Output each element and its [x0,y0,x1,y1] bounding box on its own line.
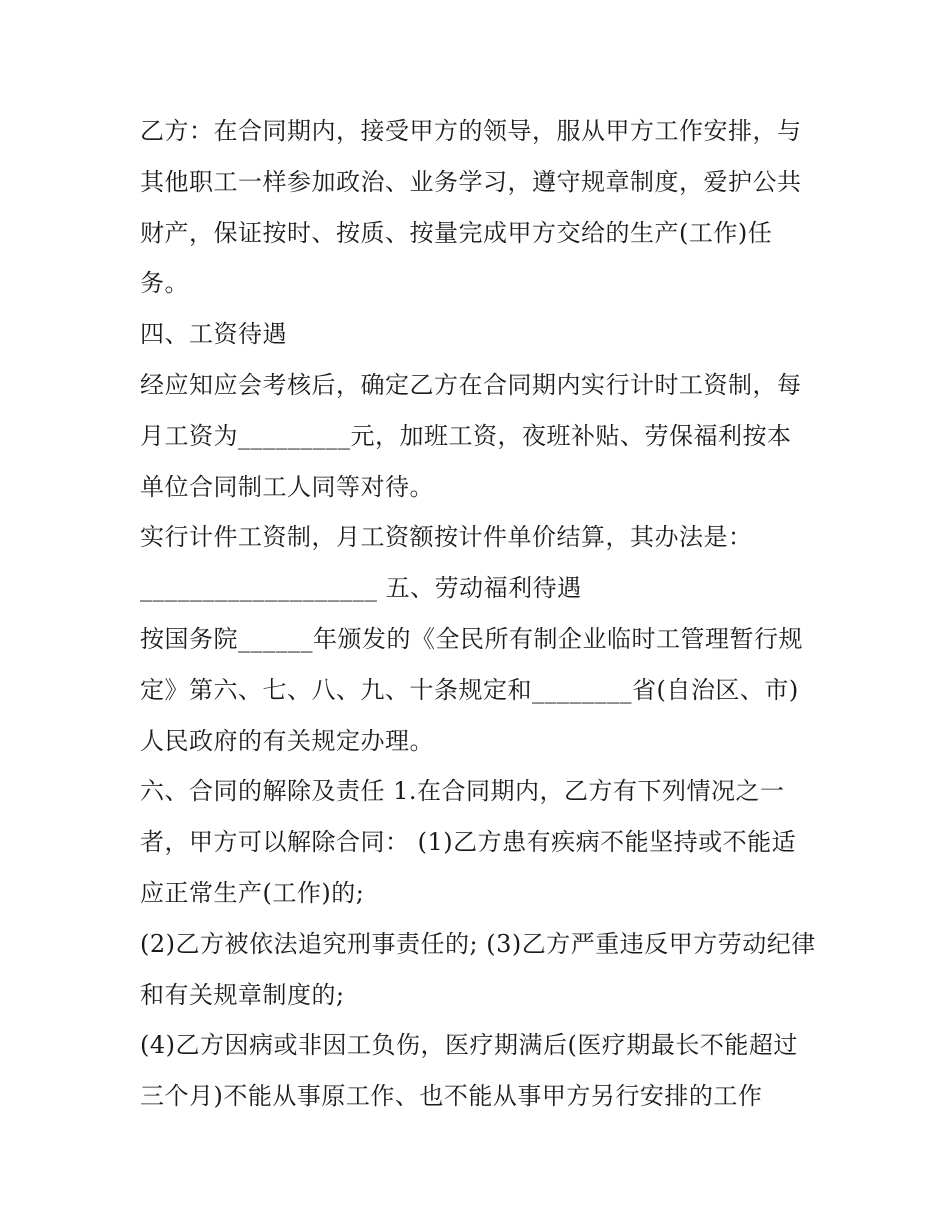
text-line: 乙方：在合同期内，接受甲方的领导，服从甲方工作安排，与 [140,117,802,145]
text-line: 人民政府的有关规定办理。 [140,726,434,755]
text-line: 务。 [140,269,189,298]
text-line: 者，甲方可以解除合同： (1)乙方患有疾病不能坚持或不能适 [140,828,797,857]
text-line: 定》第六、七、八、九、十条规定和________省(自治区、市) [140,675,799,704]
text-line: (4)乙方因病或非因工负伤，医疗期满后(医疗期最长不能超过 [140,1031,798,1060]
section-heading-wages: 四、工资待遇 [140,320,287,349]
text-line: 月工资为_________元，加班工资，夜班补贴、劳保福利按本 [140,421,792,450]
text-line: 按国务院______年颁发的《全民所有制企业临时工管理暂行规 [140,624,803,653]
text-line: 实行计件工资制，月工资额按计件单价结算，其办法是： [140,523,753,552]
text-line: 单位合同制工人同等对待。 [140,472,434,501]
text-line: 经应知应会考核后，确定乙方在合同期内实行计时工资制，每 [140,370,802,399]
text-line: ___________________ 五、劳动福利待遇 [140,574,582,603]
text-line: 六、合同的解除及责任 1.在合同期内，乙方有下列情况之一 [140,777,785,806]
text-line: (2)乙方被依法追究刑事责任的; (3)乙方严重违反甲方劳动纪律 [140,929,816,958]
text-line: 财产，保证按时、按质、按量完成甲方交给的生产(工作)任 [140,218,773,247]
text-line: 应正常生产(工作)的; [140,878,365,907]
document-body [140,106,820,1122]
text-line: 和有关规章制度的; [140,980,345,1009]
text-line: 其他职工一样参加政治、业务学习，遵守规章制度，爱护公共 [140,167,802,196]
text-line: 三个月)不能从事原工作、也不能从事甲方另行安排的工作 [140,1082,763,1111]
